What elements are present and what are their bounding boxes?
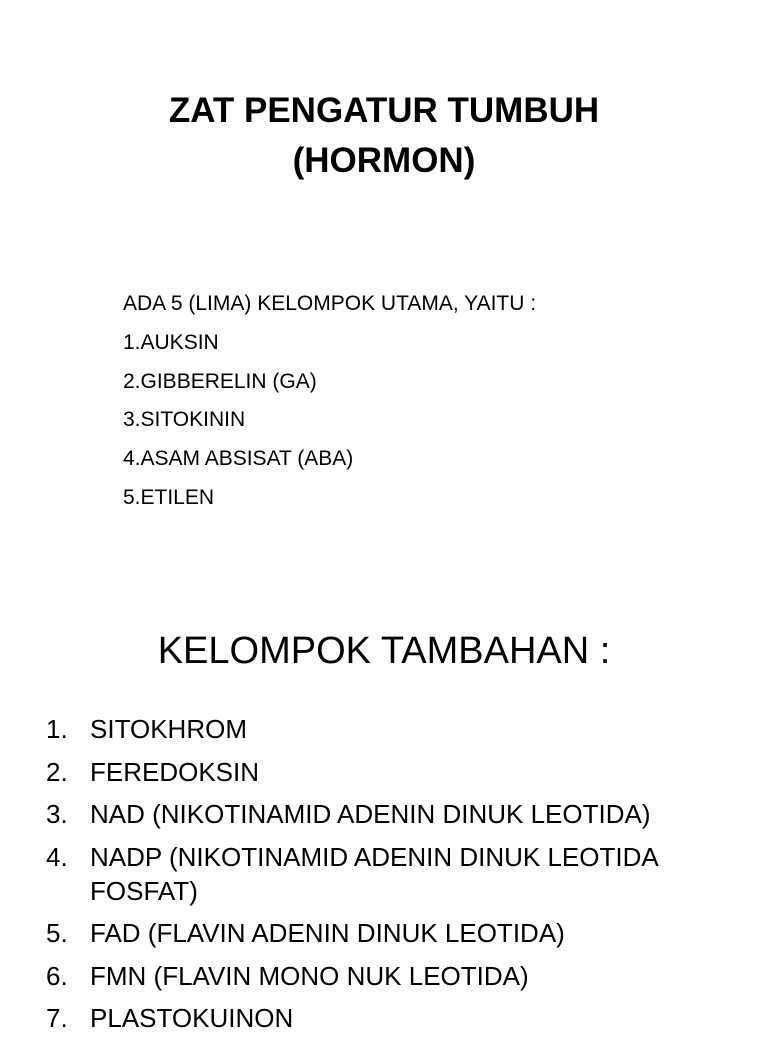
list-item-number: 2. (46, 756, 68, 787)
list-item (46, 916, 746, 950)
title-line-2: (HORMON) (292, 141, 476, 180)
main-groups-list (123, 285, 536, 518)
list-item (46, 840, 746, 908)
main-groups-intro: ADA 5 (LIMA) KELOMPOK UTAMA, YAITU : (123, 292, 537, 315)
additional-groups-list (46, 712, 746, 1044)
list-item (46, 797, 746, 831)
main-group-item: 3.SITOKININ (123, 408, 246, 432)
list-item (46, 755, 746, 789)
list-item-number: 3. (46, 799, 68, 829)
list-item-number: 4. (46, 841, 68, 872)
list-item (46, 1001, 746, 1035)
list-item-text: NADP (NIKOTINAMID ADENIN DINUK LEOTIDA FOSFAT) (90, 841, 658, 906)
list-item (46, 959, 746, 993)
additional-groups-heading: KELOMPOK TAMBAHAN : (157, 630, 611, 672)
list-item-number: 7. (46, 1003, 68, 1033)
list-item-number: 1. (46, 714, 68, 744)
main-group-item: 2.GIBBERELIN (GA) (123, 369, 317, 393)
main-group-item: 5.ETILEN (123, 485, 215, 509)
list-item-text: FMN (FLAVIN MONO NUK LEOTIDA) (90, 960, 529, 991)
page-title (0, 86, 768, 186)
title-line-1: ZAT PENGATUR TUMBUH (168, 91, 600, 130)
main-group-item: 1.AUKSIN (123, 330, 219, 354)
main-group-item: 4.ASAM ABSISAT (ABA) (123, 447, 354, 471)
list-item-number: 5. (46, 918, 68, 948)
list-item (46, 712, 746, 746)
list-item-text: FAD (FLAVIN ADENIN DINUK LEOTIDA) (90, 918, 565, 948)
list-item-number: 6. (46, 960, 68, 991)
list-item-text: NAD (NIKOTINAMID ADENIN DINUK LEOTIDA) (90, 799, 651, 829)
list-item-text: FEREDOKSIN (90, 756, 260, 787)
list-item-text: PLASTOKUINON (90, 1003, 294, 1033)
list-item-text: SITOKHROM (90, 714, 247, 744)
